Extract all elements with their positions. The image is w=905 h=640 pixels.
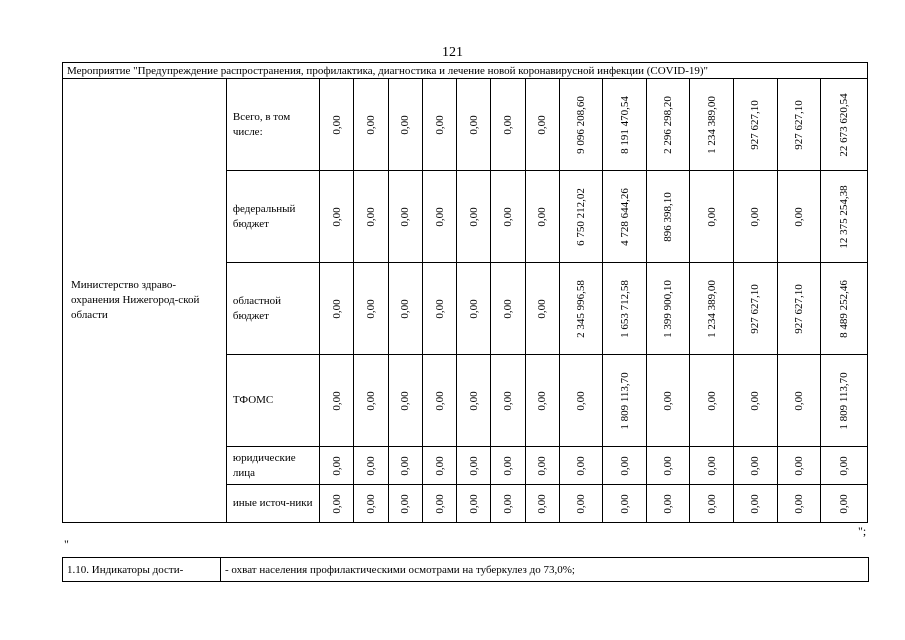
- value-cell: [690, 79, 734, 171]
- value-cell: [690, 447, 734, 485]
- cell-value: 1 809 113,70: [618, 371, 631, 430]
- value-cell: [821, 79, 868, 171]
- value-cell: [525, 263, 559, 355]
- cell-value: 0,00: [749, 493, 762, 514]
- value-cell: [646, 79, 690, 171]
- value-cell: [422, 485, 456, 523]
- value-cell: [559, 485, 603, 523]
- cell-value: 2 345 996,58: [575, 279, 588, 338]
- value-cell: [388, 355, 422, 447]
- cell-value: 0,00: [838, 493, 851, 514]
- cell-value: 0,00: [536, 455, 549, 476]
- value-cell: [422, 355, 456, 447]
- cell-value: 1 234 389,00: [705, 95, 718, 154]
- value-cell: [320, 79, 354, 171]
- value-cell: [690, 355, 734, 447]
- value-cell: [603, 79, 647, 171]
- cell-value: 0,00: [618, 493, 631, 514]
- value-cell: [457, 447, 491, 485]
- value-cell: [388, 171, 422, 263]
- value-cell: [821, 447, 868, 485]
- cell-value: 0,00: [575, 455, 588, 476]
- value-cell: [734, 263, 778, 355]
- value-cell: [734, 171, 778, 263]
- cell-value: 0,00: [330, 493, 343, 514]
- cell-value: 0,00: [433, 114, 446, 135]
- cell-value: 0,00: [399, 390, 412, 411]
- value-cell: [690, 171, 734, 263]
- cell-value: 0,00: [792, 390, 805, 411]
- indicators-table: [62, 557, 869, 582]
- cell-value: 0,00: [618, 455, 631, 476]
- cell-value: 927 627,10: [792, 283, 805, 334]
- value-cell: [388, 485, 422, 523]
- cell-value: 927 627,10: [749, 283, 762, 334]
- measure-title: Мероприятие "Предупреждение распространения, профилактика, диагностика и лечение новой коронавирусной инфекции (COVID-19)": [63, 63, 868, 79]
- value-cell: [320, 171, 354, 263]
- cell-value: 0,00: [399, 114, 412, 135]
- cell-value: 0,00: [433, 455, 446, 476]
- value-cell: [388, 447, 422, 485]
- cell-value: 0,00: [705, 206, 718, 227]
- cell-value: 0,00: [365, 114, 378, 135]
- cell-value: 0,00: [365, 493, 378, 514]
- row-label: Всего, в том числе:: [226, 79, 319, 171]
- cell-value: 0,00: [433, 298, 446, 319]
- value-cell: [603, 355, 647, 447]
- value-cell: [821, 263, 868, 355]
- cell-value: 1 809 113,70: [838, 371, 851, 430]
- value-cell: [646, 447, 690, 485]
- cell-value: 0,00: [501, 114, 514, 135]
- value-cell: [734, 485, 778, 523]
- value-cell: [354, 263, 388, 355]
- value-cell: [354, 447, 388, 485]
- cell-value: 0,00: [792, 493, 805, 514]
- value-cell: [320, 355, 354, 447]
- cell-value: 927 627,10: [792, 99, 805, 150]
- section-label: 1.10. Индикаторы дости-: [63, 558, 221, 582]
- cell-value: 0,00: [536, 390, 549, 411]
- cell-value: 0,00: [749, 390, 762, 411]
- cell-value: 0,00: [705, 455, 718, 476]
- table-row: [63, 79, 868, 171]
- organization-cell: Министерство здраво-охранения Нижегород-ской области: [63, 79, 227, 523]
- value-cell: [734, 79, 778, 171]
- cell-value: 8 489 252,46: [838, 279, 851, 338]
- row-label: ТФОМС: [226, 355, 319, 447]
- value-cell: [559, 355, 603, 447]
- cell-value: 2 296 298,20: [662, 95, 675, 154]
- cell-value: 22 673 620,54: [838, 92, 851, 157]
- value-cell: [734, 355, 778, 447]
- value-cell: [457, 485, 491, 523]
- value-cell: [646, 171, 690, 263]
- cell-value: 0,00: [399, 206, 412, 227]
- value-cell: [603, 263, 647, 355]
- cell-value: 0,00: [705, 493, 718, 514]
- cell-value: 1 234 389,00: [705, 279, 718, 338]
- value-cell: [320, 263, 354, 355]
- cell-value: 0,00: [365, 206, 378, 227]
- cell-value: 6 750 212,02: [575, 187, 588, 246]
- value-cell: [646, 355, 690, 447]
- cell-value: 0,00: [705, 390, 718, 411]
- value-cell: [422, 79, 456, 171]
- cell-value: 8 191 470,54: [618, 95, 631, 154]
- value-cell: [491, 485, 525, 523]
- value-cell: [777, 263, 821, 355]
- row-label: областной бюджет: [226, 263, 319, 355]
- value-cell: [690, 485, 734, 523]
- value-cell: [491, 79, 525, 171]
- value-cell: [603, 171, 647, 263]
- cell-value: 0,00: [501, 390, 514, 411]
- value-cell: [821, 355, 868, 447]
- cell-value: 0,00: [792, 206, 805, 227]
- value-cell: [646, 485, 690, 523]
- cell-value: 0,00: [501, 493, 514, 514]
- cell-value: 0,00: [467, 455, 480, 476]
- cell-value: 0,00: [433, 390, 446, 411]
- cell-value: 0,00: [575, 493, 588, 514]
- cell-value: 0,00: [792, 455, 805, 476]
- cell-value: 4 728 644,26: [618, 187, 631, 246]
- value-cell: [734, 447, 778, 485]
- cell-value: 12 375 254,38: [838, 184, 851, 249]
- cell-value: 0,00: [536, 298, 549, 319]
- value-cell: [422, 447, 456, 485]
- cell-value: 0,00: [330, 206, 343, 227]
- cell-value: 927 627,10: [749, 99, 762, 150]
- row-label: иные источ-ники: [226, 485, 319, 523]
- value-cell: [559, 79, 603, 171]
- value-cell: [457, 263, 491, 355]
- cell-value: 9 096 208,60: [575, 95, 588, 154]
- cell-value: 0,00: [749, 455, 762, 476]
- value-cell: [777, 171, 821, 263]
- cell-value: 0,00: [467, 206, 480, 227]
- value-cell: [388, 79, 422, 171]
- cell-value: 0,00: [330, 114, 343, 135]
- cell-value: 0,00: [467, 114, 480, 135]
- value-cell: [457, 171, 491, 263]
- cell-value: 0,00: [838, 455, 851, 476]
- page-number: 121: [442, 45, 463, 60]
- value-cell: [821, 171, 868, 263]
- value-cell: [491, 171, 525, 263]
- cell-value: 0,00: [575, 390, 588, 411]
- value-cell: [422, 263, 456, 355]
- cell-value: 0,00: [536, 114, 549, 135]
- cell-value: 1 653 712,58: [618, 279, 631, 338]
- value-cell: [525, 485, 559, 523]
- cell-value: 0,00: [501, 298, 514, 319]
- funding-table: [62, 62, 868, 523]
- cell-value: 896 398,10: [662, 191, 675, 242]
- value-cell: [525, 355, 559, 447]
- value-cell: [559, 171, 603, 263]
- cell-value: 0,00: [467, 493, 480, 514]
- cell-value: 0,00: [662, 455, 675, 476]
- cell-value: 0,00: [536, 206, 549, 227]
- value-cell: [777, 447, 821, 485]
- opening-quote: ": [64, 537, 69, 551]
- value-cell: [354, 79, 388, 171]
- value-cell: [525, 171, 559, 263]
- cell-value: 0,00: [399, 298, 412, 319]
- value-cell: [559, 447, 603, 485]
- cell-value: 0,00: [365, 390, 378, 411]
- value-cell: [457, 79, 491, 171]
- value-cell: [525, 447, 559, 485]
- cell-value: 0,00: [433, 493, 446, 514]
- value-cell: [777, 485, 821, 523]
- value-cell: [354, 485, 388, 523]
- value-cell: [777, 79, 821, 171]
- value-cell: [646, 263, 690, 355]
- cell-value: 0,00: [501, 206, 514, 227]
- section-text: - охват населения профилактическими осмотрами на туберкулез до 73,0%;: [221, 558, 869, 582]
- value-cell: [491, 355, 525, 447]
- value-cell: [457, 355, 491, 447]
- cell-value: 0,00: [433, 206, 446, 227]
- cell-value: 0,00: [467, 390, 480, 411]
- cell-value: 0,00: [330, 455, 343, 476]
- value-cell: [491, 447, 525, 485]
- cell-value: 0,00: [399, 455, 412, 476]
- row-label: федеральный бюджет: [226, 171, 319, 263]
- cell-value: 0,00: [501, 455, 514, 476]
- value-cell: [603, 485, 647, 523]
- value-cell: [422, 171, 456, 263]
- cell-value: 0,00: [536, 493, 549, 514]
- cell-value: 0,00: [365, 455, 378, 476]
- cell-value: 0,00: [662, 493, 675, 514]
- cell-value: 0,00: [330, 298, 343, 319]
- value-cell: [354, 171, 388, 263]
- cell-value: 0,00: [399, 493, 412, 514]
- cell-value: 0,00: [749, 206, 762, 227]
- row-label: юридические лица: [226, 447, 319, 485]
- cell-value: 0,00: [662, 390, 675, 411]
- value-cell: [559, 263, 603, 355]
- cell-value: 0,00: [330, 390, 343, 411]
- value-cell: [491, 263, 525, 355]
- value-cell: [354, 355, 388, 447]
- value-cell: [320, 447, 354, 485]
- cell-value: 0,00: [467, 298, 480, 319]
- value-cell: [821, 485, 868, 523]
- closing-quote: ";: [858, 524, 867, 538]
- value-cell: [777, 355, 821, 447]
- value-cell: [603, 447, 647, 485]
- cell-value: 0,00: [365, 298, 378, 319]
- value-cell: [690, 263, 734, 355]
- value-cell: [388, 263, 422, 355]
- value-cell: [525, 79, 559, 171]
- value-cell: [320, 485, 354, 523]
- cell-value: 1 399 900,10: [662, 279, 675, 338]
